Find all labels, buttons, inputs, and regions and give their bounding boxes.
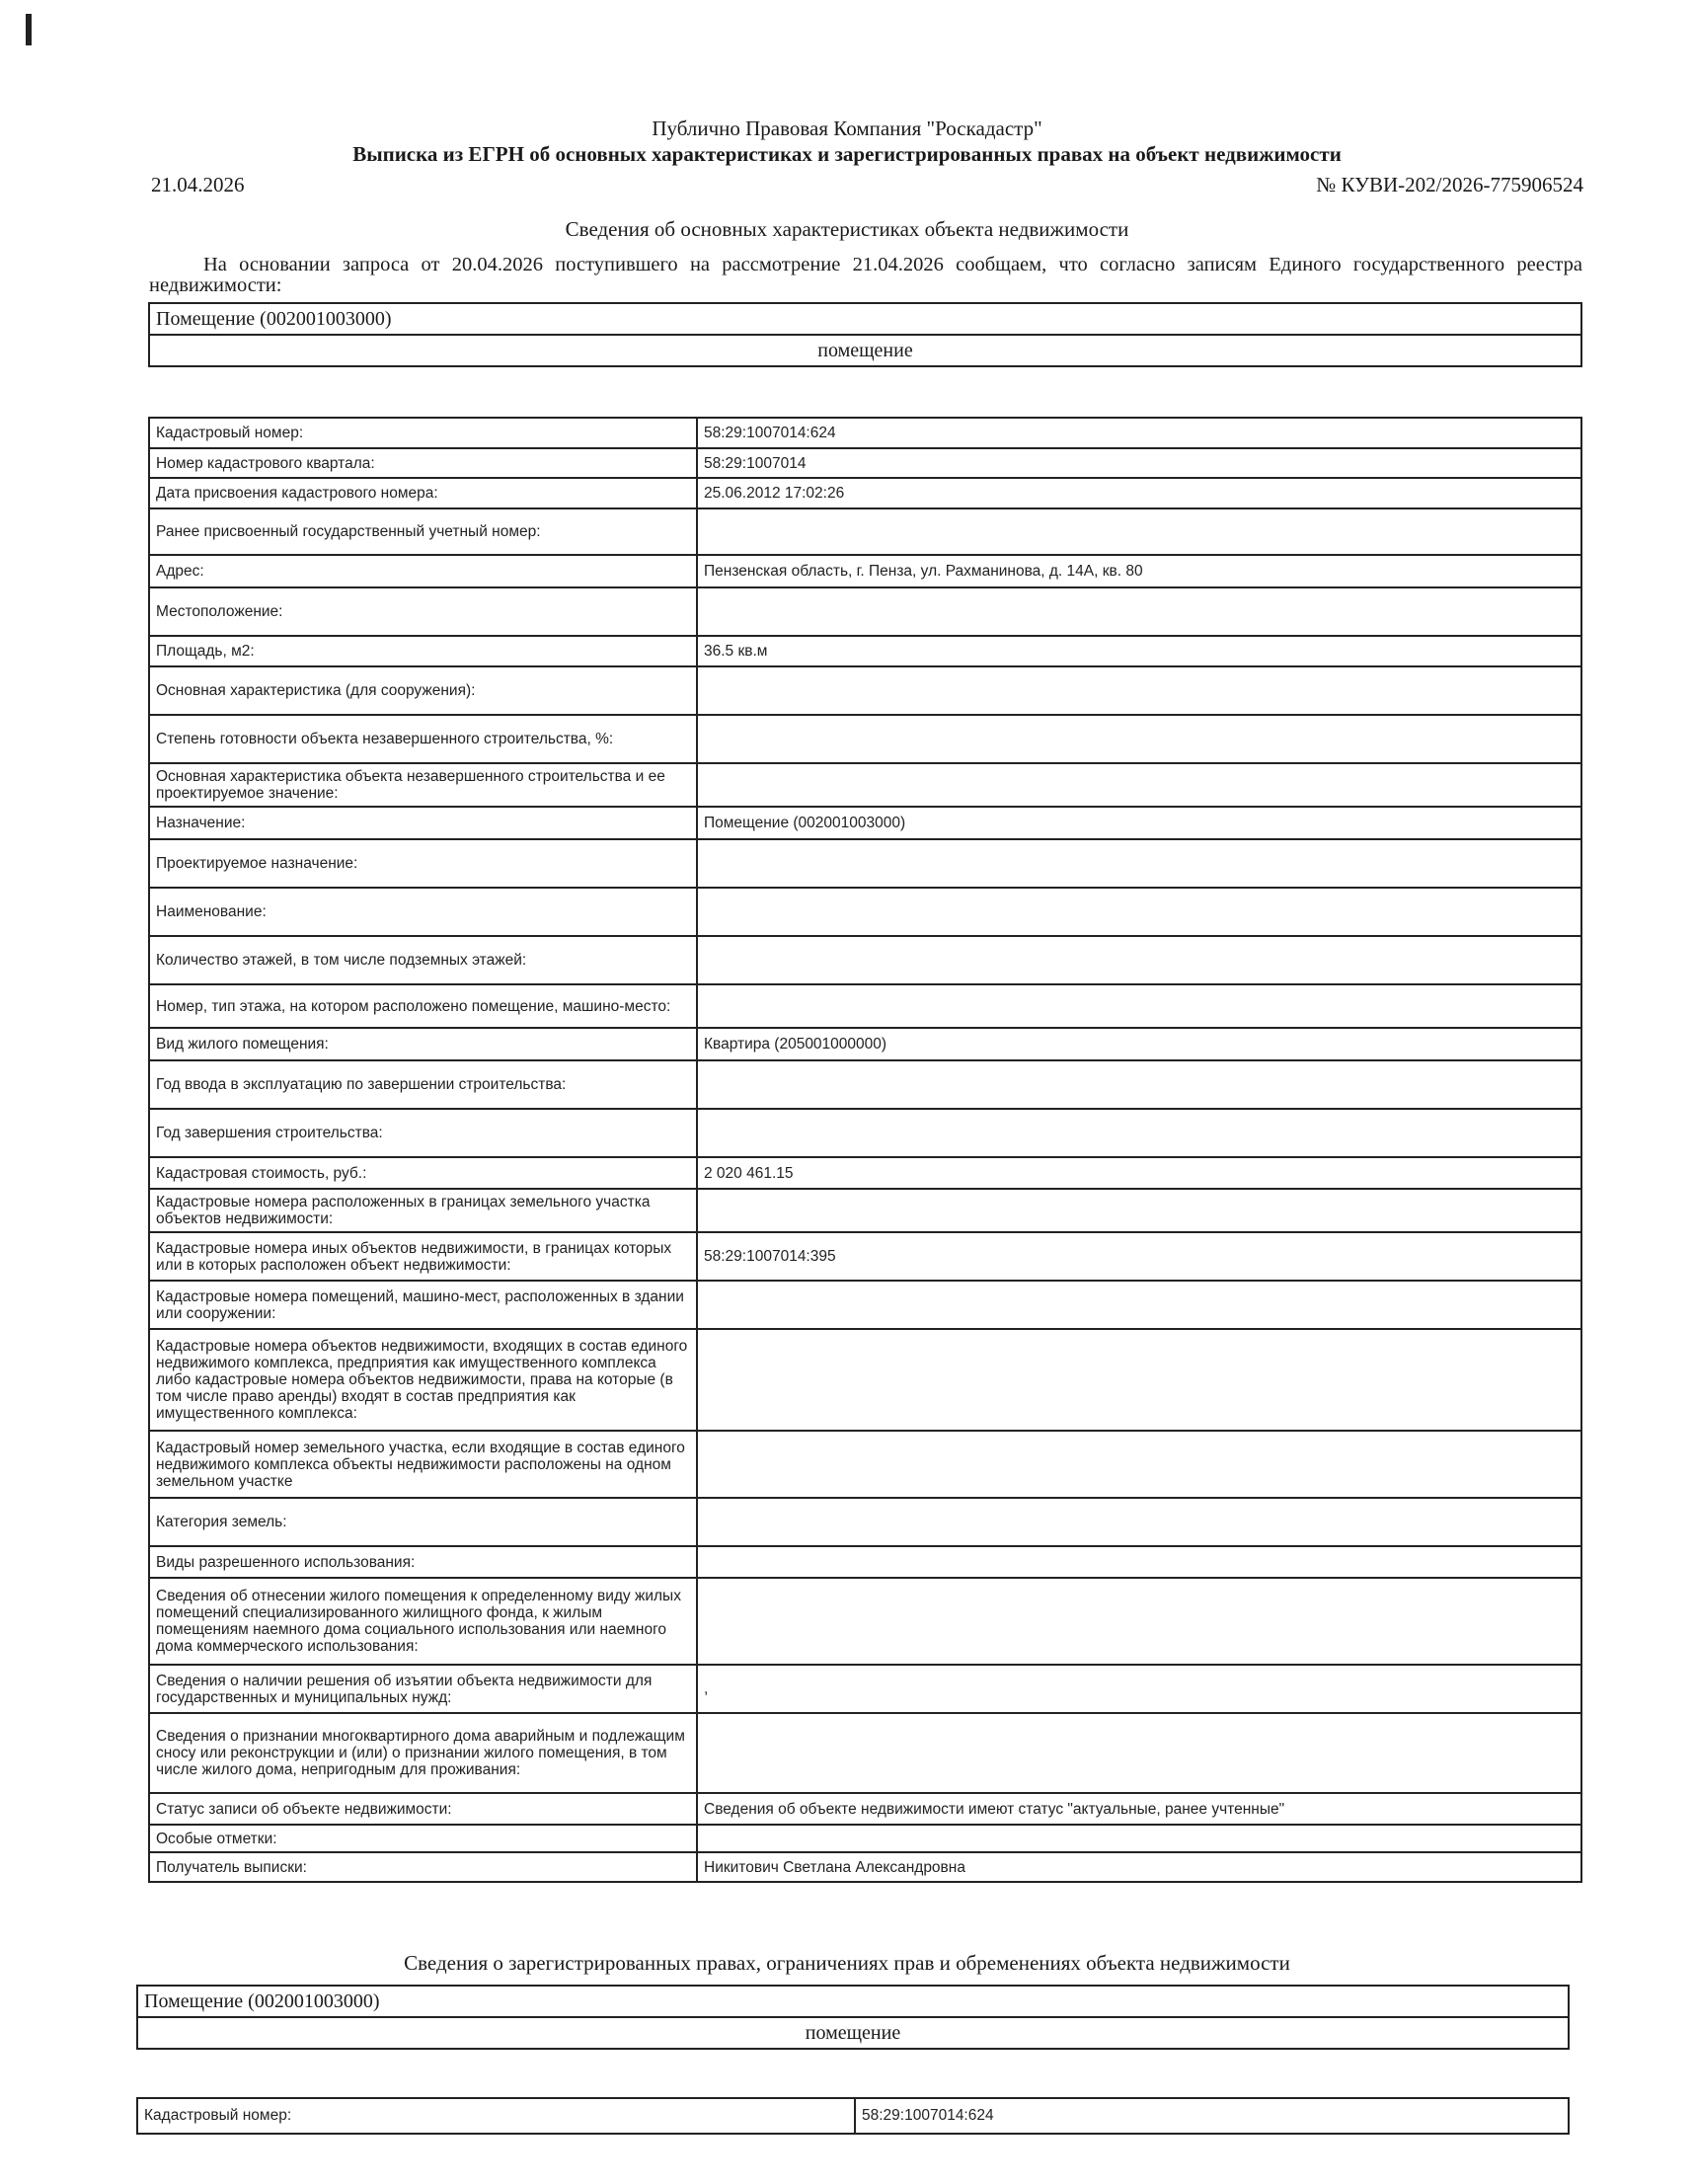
table-row	[149, 984, 1581, 1028]
table-row	[149, 715, 1581, 763]
rights-object-name: помещение	[137, 2017, 1569, 2049]
row-label: Статус записи об объекте недвижимости:	[149, 1793, 697, 1825]
table-row	[149, 888, 1581, 936]
row-label: Вид жилого помещения:	[149, 1028, 697, 1060]
row-label: Категория земель:	[149, 1498, 697, 1546]
table-row	[149, 1157, 1581, 1189]
row-label: Ранее присвоенный государственный учетный номер:	[149, 508, 697, 555]
document-number: № КУВИ-202/2026-775906524	[1316, 173, 1583, 196]
table-row	[149, 1109, 1581, 1157]
row-value	[697, 1825, 1581, 1852]
table-row	[149, 1578, 1581, 1665]
document-date: 21.04.2026	[151, 173, 245, 196]
row-value	[697, 936, 1581, 984]
row-label: Кадастровая стоимость, руб.:	[149, 1157, 697, 1189]
table-row	[149, 1546, 1581, 1578]
row-value: Квартира (205001000000)	[697, 1028, 1581, 1060]
row-value	[697, 1713, 1581, 1793]
table-row	[149, 936, 1581, 984]
section-title-characteristics: Сведения об основных характеристиках объекта недвижимости	[565, 217, 1129, 241]
row-value: Сведения об объекте недвижимости имеют статус "актуальные, ранее учтенные"	[697, 1793, 1581, 1825]
row-label: Проектируемое назначение:	[149, 839, 697, 888]
row-label: Дата присвоения кадастрового номера:	[149, 478, 697, 508]
table-row	[149, 587, 1581, 636]
row-value: 25.06.2012 17:02:26	[697, 478, 1581, 508]
object-name: помещение	[149, 335, 1581, 366]
row-label: Площадь, м2:	[149, 636, 697, 666]
row-label: Кадастровый номер земельного участка, если входящие в состав единого недвижимого комплекса объекты недвижимости расположены на одном земельном участке	[149, 1431, 697, 1498]
characteristics-table	[148, 417, 1582, 1883]
row-label: Основная характеристика (для сооружения):	[149, 666, 697, 715]
row-value	[697, 1060, 1581, 1109]
row-value	[697, 508, 1581, 555]
row-value	[697, 1431, 1581, 1498]
row-label: Год ввода в эксплуатацию по завершении строительства:	[149, 1060, 697, 1109]
row-value: Помещение (002001003000)	[697, 807, 1581, 839]
row-value	[697, 1578, 1581, 1665]
table-row	[149, 1431, 1581, 1498]
row-value: ,	[697, 1665, 1581, 1713]
row-value	[697, 1281, 1581, 1329]
row-label: Виды разрешенного использования:	[149, 1546, 697, 1578]
object-type: Помещение (002001003000)	[149, 303, 1581, 335]
row-label: Наименование:	[149, 888, 697, 936]
table-row	[149, 418, 1581, 448]
row-value	[697, 666, 1581, 715]
row-label: Номер кадастрового квартала:	[149, 448, 697, 478]
table-row	[149, 448, 1581, 478]
row-value	[697, 1498, 1581, 1546]
table-row	[149, 636, 1581, 666]
row-label: Год завершения строительства:	[149, 1109, 697, 1157]
row-label: Кадастровые номера помещений, машино-мест, расположенных в здании или сооружении:	[149, 1281, 697, 1329]
row-value: 58:29:1007014:624	[697, 418, 1581, 448]
row-label: Особые отметки:	[149, 1825, 697, 1852]
row-label: Номер, тип этажа, на котором расположено помещение, машино-место:	[149, 984, 697, 1028]
row-label: Адрес:	[149, 555, 697, 587]
rights-object-type: Помещение (002001003000)	[137, 1986, 1569, 2017]
section-title-rights: Сведения о зарегистрированных правах, ограничениях прав и обременениях объекта недвижимости	[404, 1951, 1290, 1975]
row-value	[697, 715, 1581, 763]
row-label: Назначение:	[149, 807, 697, 839]
row-value	[697, 763, 1581, 807]
table-row	[149, 1028, 1581, 1060]
row-label: Кадастровый номер:	[137, 2098, 855, 2134]
row-value	[697, 1109, 1581, 1157]
table-row	[149, 1232, 1581, 1281]
rights-object-type-box	[136, 1985, 1570, 2050]
table-row	[149, 1793, 1581, 1825]
table-row	[149, 508, 1581, 555]
table-row	[149, 1713, 1581, 1793]
row-label: Местоположение:	[149, 587, 697, 636]
table-row	[149, 1189, 1581, 1232]
document-title: Выписка из ЕГРН об основных характеристиках и зарегистрированных правах на объект недвижимости	[352, 142, 1342, 166]
row-value: 58:29:1007014	[697, 448, 1581, 478]
row-label: Кадастровый номер:	[149, 418, 697, 448]
table-row	[137, 2098, 1569, 2134]
row-value: 2 020 461.15	[697, 1157, 1581, 1189]
row-value	[697, 839, 1581, 888]
row-value: 58:29:1007014:624	[855, 2098, 1569, 2134]
row-label: Кадастровые номера расположенных в границах земельного участка объектов недвижимости:	[149, 1189, 697, 1232]
row-value: Пензенская область, г. Пенза, ул. Рахманинова, д. 14А, кв. 80	[697, 555, 1581, 587]
table-row	[149, 1852, 1581, 1882]
table-row	[149, 807, 1581, 839]
row-value	[697, 1546, 1581, 1578]
row-label: Основная характеристика объекта незавершенного строительства и ее проектируемое значение:	[149, 763, 697, 807]
row-value: 36.5 кв.м	[697, 636, 1581, 666]
table-row	[149, 478, 1581, 508]
table-row	[149, 1060, 1581, 1109]
table-row	[149, 555, 1581, 587]
row-label: Сведения о наличии решения об изъятии объекта недвижимости для государственных и муниципальных нужд:	[149, 1665, 697, 1713]
object-type-box	[148, 302, 1582, 367]
table-row	[149, 1281, 1581, 1329]
row-value: 58:29:1007014:395	[697, 1232, 1581, 1281]
table-row	[149, 1498, 1581, 1546]
scan-mark	[26, 14, 32, 45]
row-label: Получатель выписки:	[149, 1852, 697, 1882]
row-value	[697, 1189, 1581, 1232]
table-row	[149, 763, 1581, 807]
table-row	[149, 1665, 1581, 1713]
table-row	[149, 839, 1581, 888]
organization-name: Публично Правовая Компания "Роскадастр"	[652, 117, 1042, 140]
row-label: Кадастровые номера иных объектов недвижимости, в границах которых или в которых расположен объект недвижимости:	[149, 1232, 697, 1281]
table-row	[149, 1329, 1581, 1431]
row-label: Кадастровые номера объектов недвижимости, входящих в состав единого недвижимого комплекса, предприятия как имущественного комплекса либо кадастровые номера объектов недвижимости, права на которые (в том числе право аренды) входят в состав предприятия как имущественного комплекса:	[149, 1329, 697, 1431]
row-label: Степень готовности объекта незавершенного строительства, %:	[149, 715, 697, 763]
table-row	[149, 1825, 1581, 1852]
table-row	[149, 666, 1581, 715]
intro-paragraph: На основании запроса от 20.04.2026 поступившего на рассмотрение 21.04.2026 сообщаем, что согласно записям Единого государственного реестра недвижимости:	[149, 254, 1582, 296]
row-label: Сведения о признании многоквартирного дома аварийным и подлежащим сносу или реконструкции и (или) о признании жилого помещения, в том числе жилого дома, непригодным для проживания:	[149, 1713, 697, 1793]
row-label: Количество этажей, в том числе подземных этажей:	[149, 936, 697, 984]
row-value	[697, 1329, 1581, 1431]
row-value	[697, 888, 1581, 936]
rights-table	[136, 2097, 1570, 2135]
row-label: Сведения об отнесении жилого помещения к определенному виду жилых помещений специализированного жилищного фонда, к жилым помещениям наемного дома социального использования или наемного дома коммерческого использования:	[149, 1578, 697, 1665]
row-value: Никитович Светлана Александровна	[697, 1852, 1581, 1882]
row-value	[697, 587, 1581, 636]
row-value	[697, 984, 1581, 1028]
